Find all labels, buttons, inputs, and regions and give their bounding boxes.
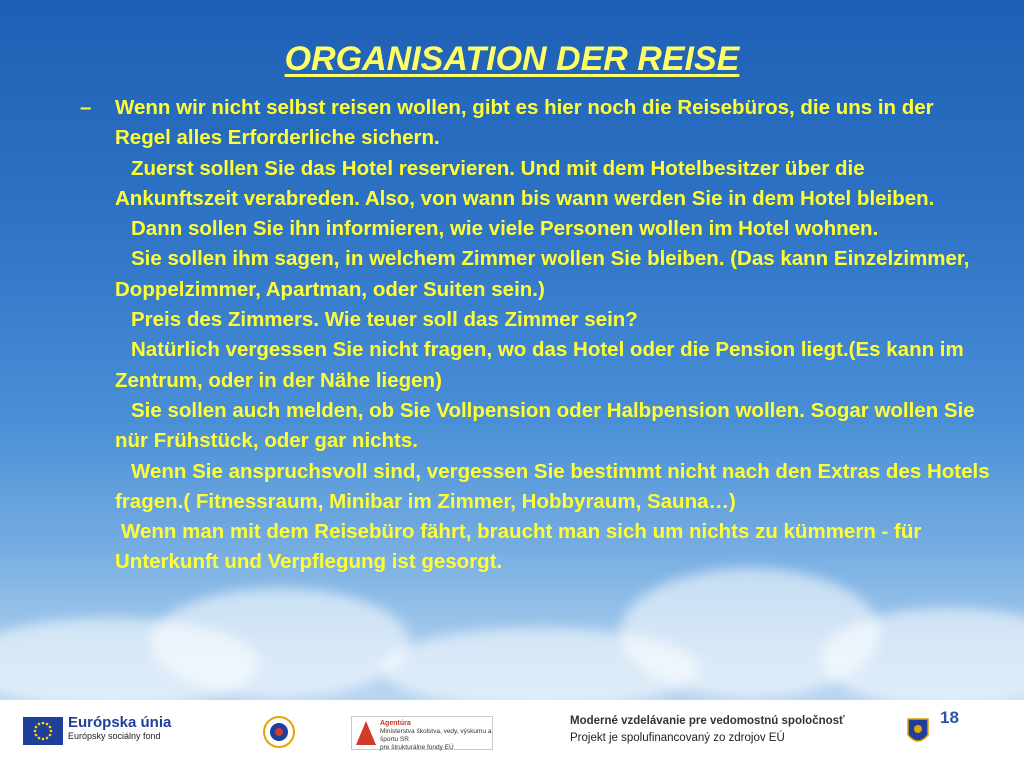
paragraph-5: Preis des Zimmers. Wie teuer soll das Zimmer sein? [131,308,638,332]
eu-flag-icon [23,717,63,745]
slide-body [80,93,990,578]
agency-logo [351,716,493,750]
slide-title-text: ORGANISATION DER REISE [284,40,740,78]
paragraph-9: Wenn man mit dem Reisebüro fährt, braucht man sich um nichts zu kümmern - für Unterkunft und Verpflegung ist gesorgt. [115,520,922,574]
agency-line2: pre štrukturálne fondy EÚ [380,744,454,751]
eu-title: Európska únia [68,714,172,731]
paragraph-4: Sie sollen ihm sagen, in welchem Zimmer wollen Sie bleiben. (Das kann Einzelzimmer, Doppelzimmer, Apartman, oder Suiten sein.) [115,247,970,301]
paragraph-2: Zuerst sollen Sie das Hotel reservieren. Und mit dem Hotelbesitzer über die Ankunftszeit verabreden. Also, von wann bis wann werden Sie in dem Hotel bleiben. [115,156,935,210]
bullet-dash: – [80,96,92,119]
paragraph-3: Dann sollen Sie ihn informieren, wie viele Personen wollen im Hotel wohnen. [131,217,879,241]
paragraph-8: Wenn Sie anspruchsvoll sind, vergessen Sie bestimmt nicht nach den Extras des Hotels fragen.( Fitnessraum, Minibar im Zimmer, Hobbyraum, Sauna…) [115,459,990,513]
paragraph-7: Sie sollen auch melden, ob Sie Vollpension oder Halbpension wollen. Sogar wollen Sie nür Frühstück, oder gar nichts. [115,398,975,453]
project-info [570,715,845,744]
agency-name: Agentúra [380,720,411,727]
page-number: 18 [940,708,959,727]
agency-line1: Ministerstva školstva, vedy, výskumu a športu SR [380,728,492,743]
eu-subtitle: Európsky sociálny fond [68,731,161,741]
paragraph-6: Natürlich vergessen Sie nicht fragen, wo das Hotel oder die Pension liegt.(Es kann im Zentrum, oder in der Nähe liegen) [115,338,964,392]
slide-title [0,40,1024,79]
crest-icon [906,715,930,749]
project-line2: Projekt je spolufinancovaný zo zdrojov EÚ [570,732,785,744]
eu-label [68,714,171,741]
agency-logo-icon [356,721,376,745]
esf-logo-icon [262,715,296,749]
footer-bar [0,700,1024,768]
agency-text [380,720,492,752]
project-line1: Moderné vzdelávanie pre vedomostnú spoločnosť [570,715,845,727]
paragraph-1: Wenn wir nicht selbst reisen wollen, gibt es hier noch die Reisebüros, die uns in der Regel alles Erforderliche sichern. [115,96,934,150]
